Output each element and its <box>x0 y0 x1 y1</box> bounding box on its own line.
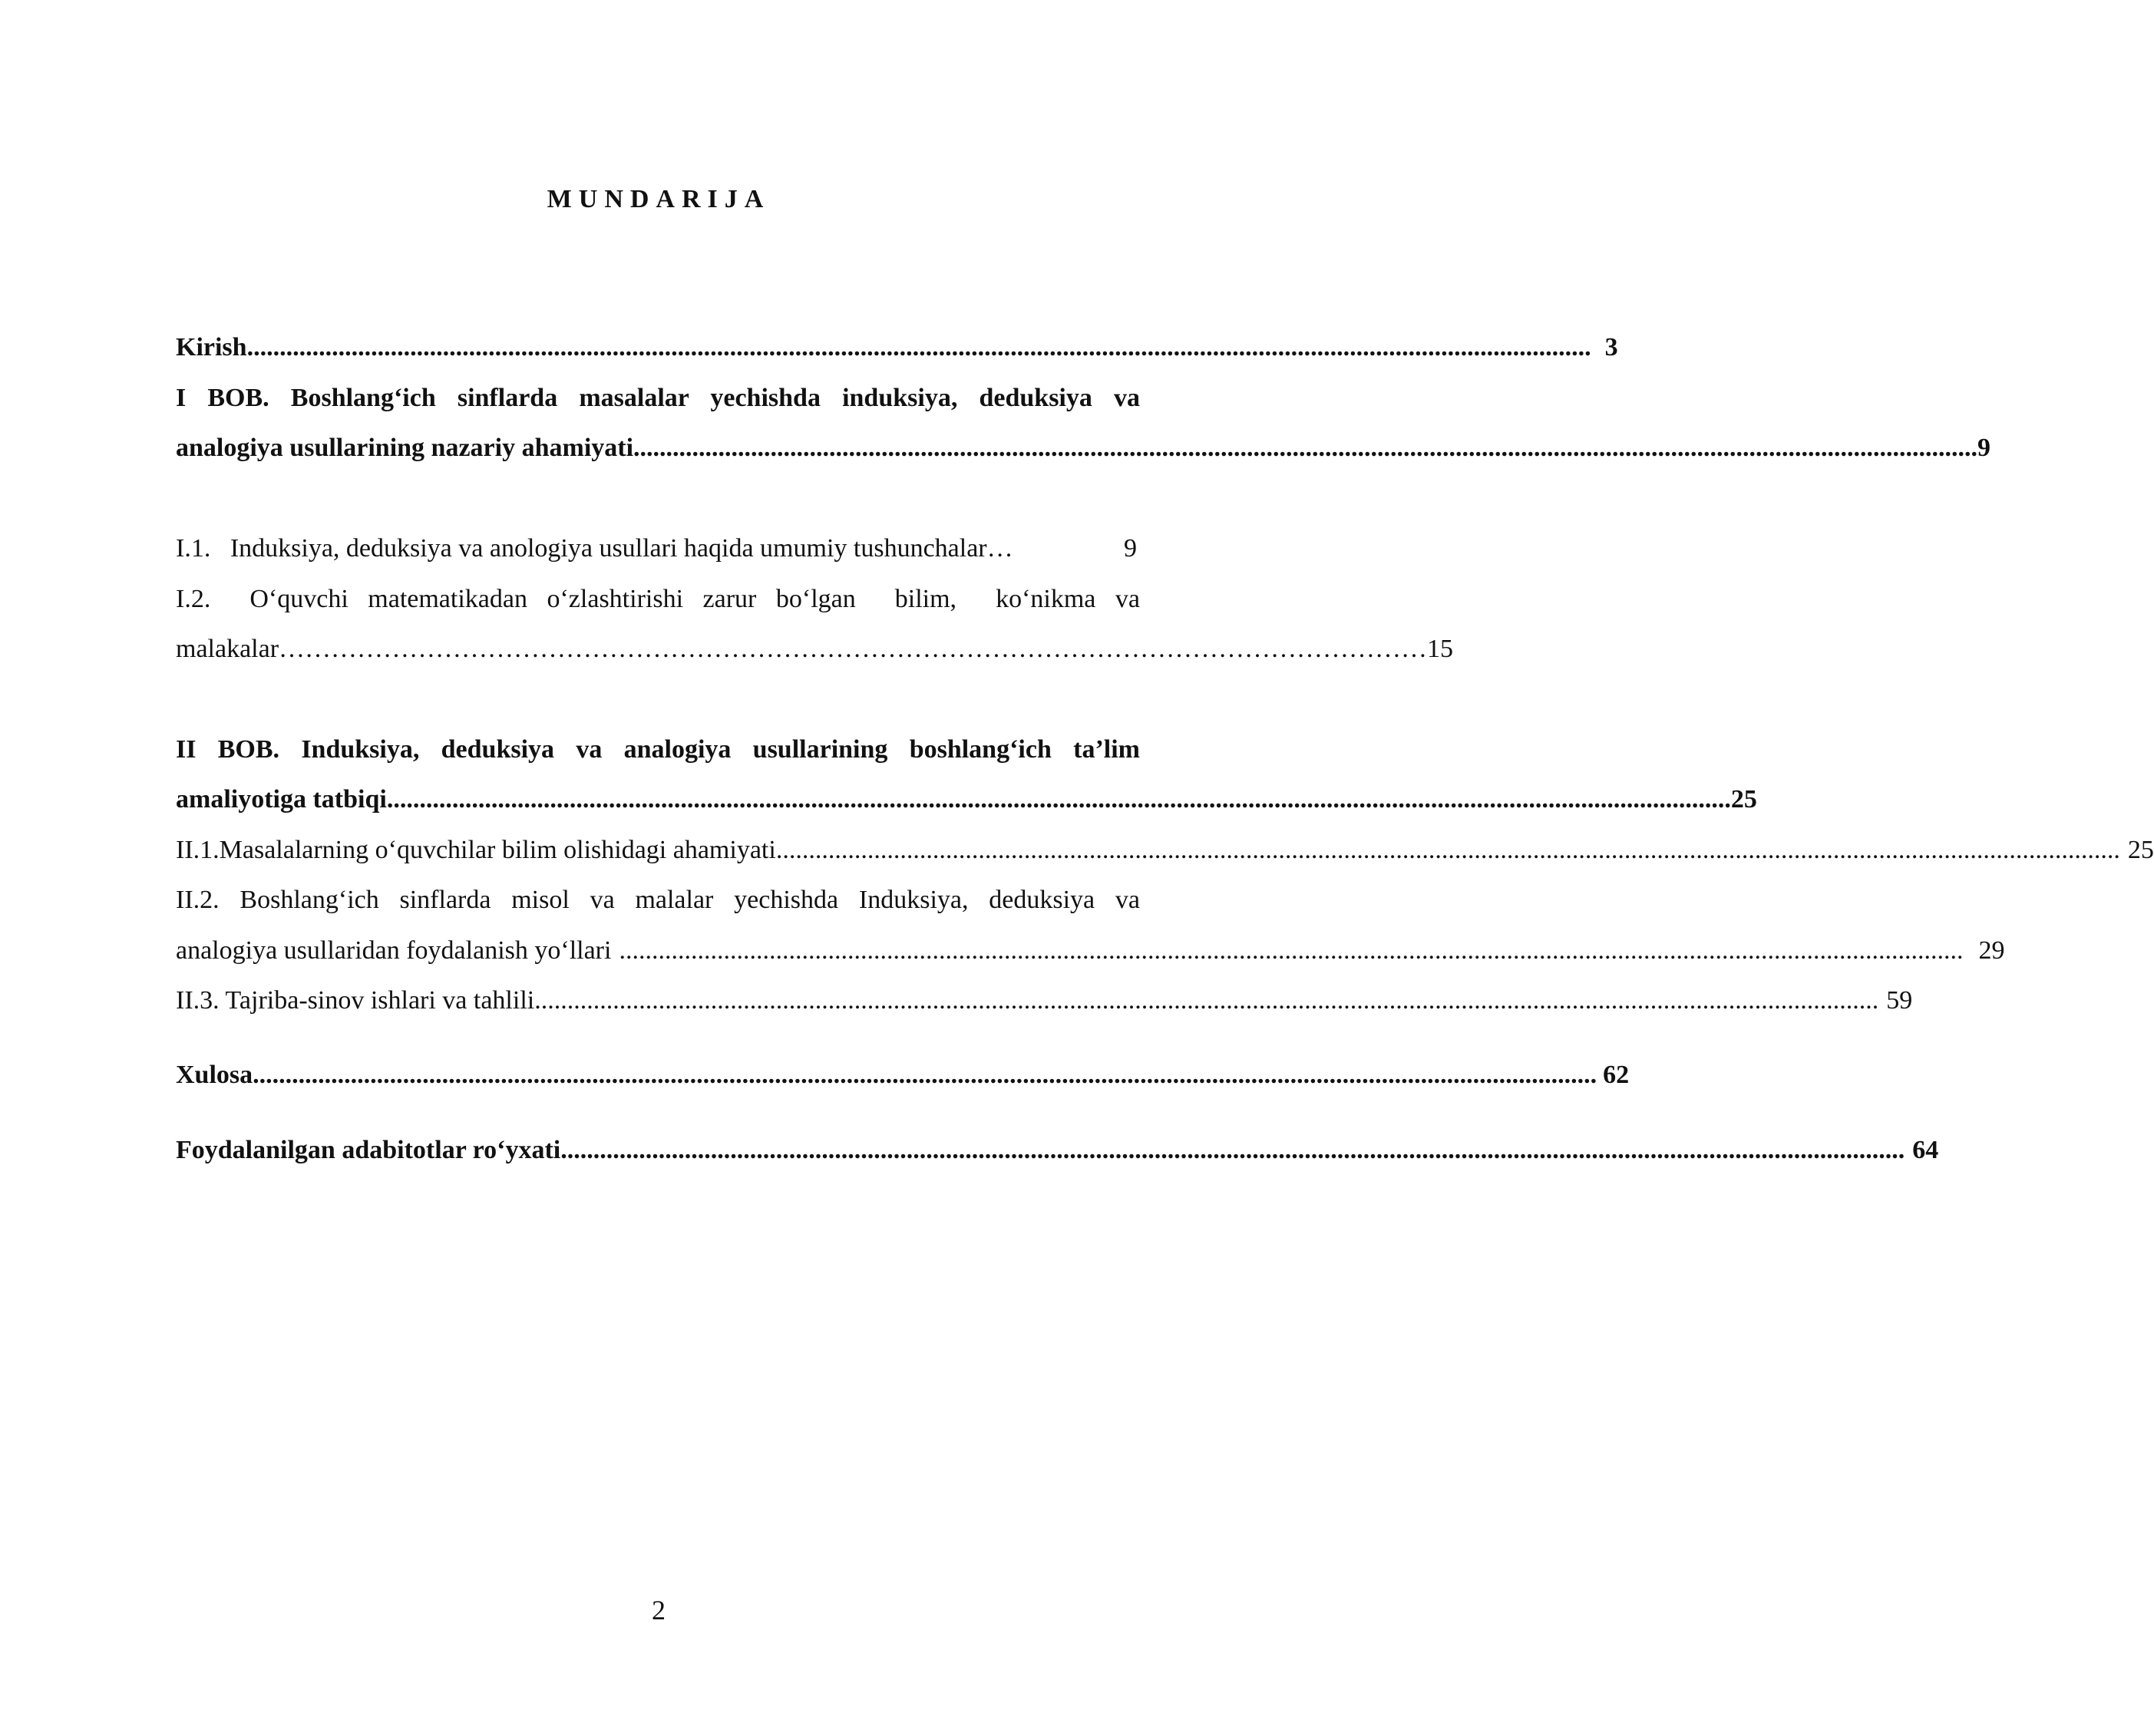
toc-entry-text: Foydalanilgan adabitotlar ro‘yxati <box>176 1136 561 1164</box>
toc-page-number: 59 <box>1886 986 1913 1015</box>
toc-page-number: 29 <box>1978 936 2005 965</box>
toc-entry-text: Xulosa <box>176 1061 253 1089</box>
dot-leader: .............................................................................................................................................................................................................. <box>534 986 1879 1015</box>
dot-leader: .............................................................................................................................................................................................................. <box>775 836 2120 864</box>
toc-entry-text: amaliyotiga tatbiqi <box>176 785 387 814</box>
toc-entry-bob2-line2 <box>176 782 1757 817</box>
toc-entry-2-2-line1: II.2. Boshlang‘ich sinflarda misol va malalar yechishda Induksiya, deduksiya va <box>176 886 1140 914</box>
toc-entry-2-2-line2 <box>176 933 2005 969</box>
toc-entry-kirish <box>176 330 1618 365</box>
toc-page-number: 9 <box>1124 534 1137 563</box>
toc-page-number: 25 <box>2127 836 2154 864</box>
toc-entry-1-1 <box>176 531 1137 566</box>
toc-entry-text: malakalar <box>176 635 279 663</box>
toc-entry-text: II.1.Masalalarning o‘quvchilar bilim olishidagi ahamiyati <box>176 836 776 864</box>
toc-page-number: 15 <box>1427 635 1454 663</box>
toc-entry-text: I.1. Induksiya, deduksiya va anologiya usullari haqida umumiy tushunchalar… <box>176 534 1013 563</box>
toc-entry-text: analogiya usullaridan foydalanish yo‘llari <box>176 936 612 965</box>
toc-entry-1-2-line1: I.2. O‘quvchi matematikadan o‘zlashtirishi zarur bo‘lgan bilim, ko‘nikma va <box>176 585 1140 613</box>
toc-entry-adabiyot <box>176 1133 1939 1168</box>
toc-page-number: 3 <box>1604 333 1618 361</box>
toc-page-number: 9 <box>1977 434 1991 462</box>
dot-leader: .............................................................................................................................................................................................................. <box>253 1061 1597 1089</box>
toc-entry-text: II.3. Tajriba-sinov ishlari va tahlili <box>176 986 535 1015</box>
toc-entry-bob2-line1: II BOB. Induksiya, deduksiya va analogiya usullarining boshlang‘ich ta’lim <box>176 735 1140 764</box>
toc-entry-xulosa <box>176 1058 1630 1093</box>
toc-entry-bob1-line1: I BOB. Boshlang‘ich sinflarda masalalar yechishda induksiya, deduksiya va <box>176 384 1140 412</box>
toc-entry-2-3 <box>176 983 1913 1018</box>
toc-page-number: 25 <box>1730 785 1757 814</box>
dot-leader: .............................................................................................................................................................................................................. <box>246 333 1591 361</box>
toc-entry-bob1-line2 <box>176 431 1991 466</box>
toc-entry-text: Kirish <box>176 333 247 361</box>
dot-leader: …………………………………………………………………………………………………………………… <box>279 635 1428 663</box>
toc-entry-text: analogiya usullarining nazariy ahamiyati <box>176 434 634 462</box>
toc-entry-1-2-line2 <box>176 632 1454 667</box>
toc-page-number: 64 <box>1912 1136 1939 1164</box>
page-number: 2 <box>652 1595 666 1625</box>
dot-leader: .............................................................................................................................................................................................................. <box>619 936 1964 965</box>
toc-page-number: 62 <box>1603 1061 1630 1089</box>
dot-leader: .............................................................................................................................................................................................................. <box>386 785 1731 814</box>
dot-leader: .............................................................................................................................................................................................................. <box>560 1136 1905 1164</box>
toc-entry-2-1 <box>176 833 2154 868</box>
dot-leader: .............................................................................................................................................................................................................. <box>633 434 1978 462</box>
page-title: MUNDARIJA <box>547 185 771 213</box>
